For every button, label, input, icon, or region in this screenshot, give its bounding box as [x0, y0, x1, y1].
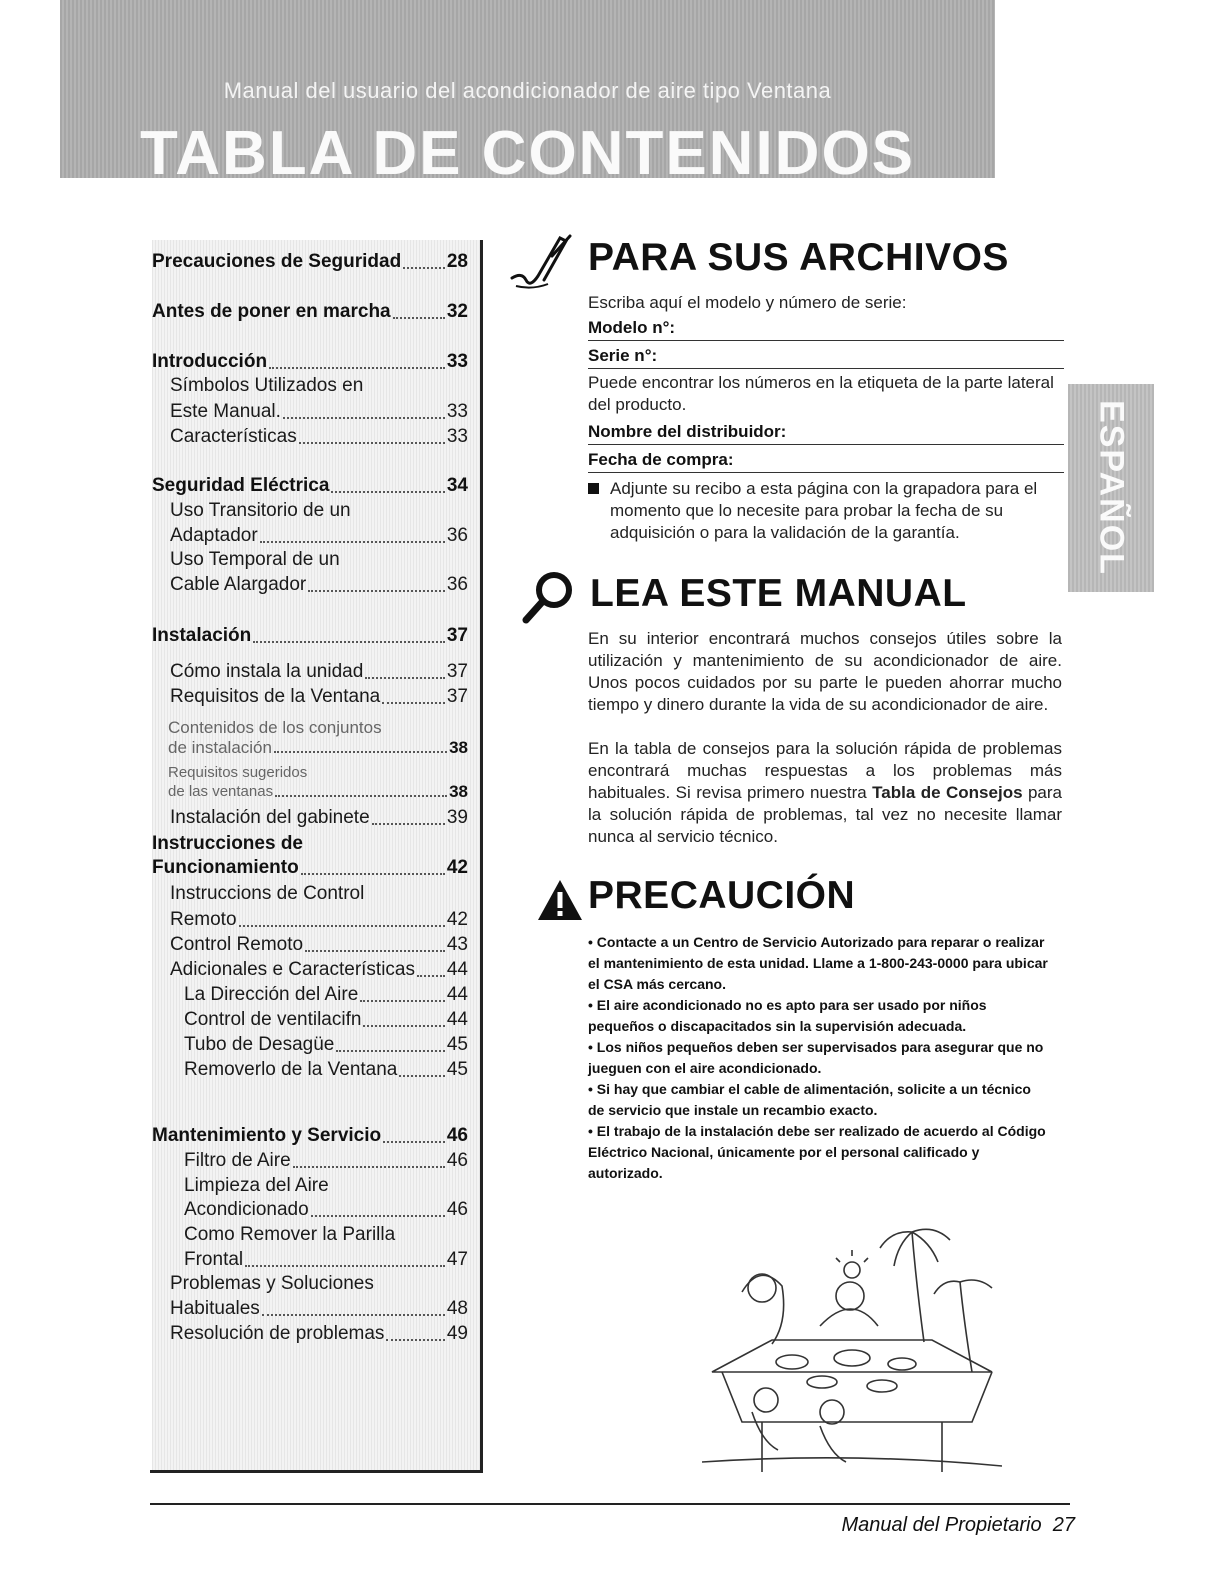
toc-entry[interactable]: Antes de poner en marcha 32 [152, 301, 468, 322]
caution-list [588, 932, 1048, 1184]
records-bullet [588, 478, 1080, 544]
toc-entry[interactable]: Requisitos de la Ventana 37 [170, 686, 468, 707]
toc-entry[interactable]: Tubo de Desagüe 45 [184, 1034, 468, 1055]
toc-entry[interactable]: Características 33 [170, 426, 468, 447]
toc-entry[interactable]: Precauciones de Seguridad 28 [152, 251, 468, 272]
toc-entry[interactable]: Requisitos sugeridos [168, 764, 308, 781]
records-heading: PARA SUS ARCHIVOS [588, 236, 1009, 279]
toc-divider-right [480, 240, 483, 1472]
toc-entry[interactable]: Símbolos Utilizados en [170, 375, 364, 396]
caution-item: • El trabajo de la instalación debe ser realizado de acuerdo al Código Eléctrico Nacional, únicamente por el personal calificado y autorizado. [588, 1123, 1046, 1181]
footer-divider [150, 1503, 1070, 1505]
toc-entry[interactable]: Removerlo de la Ventana 45 [184, 1059, 468, 1080]
read-manual-heading: LEA ESTE MANUAL [590, 572, 967, 615]
toc-divider-bottom [150, 1470, 483, 1473]
header-banner [60, 0, 995, 188]
toc-entry[interactable]: Seguridad Eléctrica 34 [152, 475, 468, 496]
toc-entry[interactable]: Cómo instala la unidad 37 [170, 661, 468, 682]
toc-entry[interactable]: Este Manual. 33 [170, 401, 468, 422]
model-number-label: Modelo n°: [588, 318, 676, 337]
serial-number-field[interactable] [588, 346, 1064, 369]
caution-item: • Los niños pequeños deben ser supervisados para asegurar que no jueguen con el aire acondicionado. [588, 1039, 1044, 1076]
picnic-illustration [702, 1222, 1002, 1484]
toc-entry[interactable]: Problemas y Soluciones [170, 1273, 374, 1294]
caution-heading: PRECAUCIÓN [588, 874, 856, 917]
caution-item: • Si hay que cambiar el cable de alimentación, solicite a un técnico de servicio que instale un recambio exacto. [588, 1081, 1031, 1118]
records-bullet-text: Adjunte su recibo a esta página con la grapadora para el momento que lo necesite para probar la fecha de su adquisición o para la validación de la garantía. [610, 479, 1038, 542]
warning-triangle-icon [536, 878, 584, 922]
records-intro: Escriba aquí el modelo y número de serie: [588, 293, 907, 312]
toc-entry[interactable]: Como Remover la Parilla [184, 1224, 396, 1245]
toc-entry[interactable]: Resolución de problemas 49 [170, 1323, 468, 1344]
toc-entry[interactable]: Habituales 48 [170, 1298, 468, 1319]
language-tab [1068, 384, 1154, 592]
magnifier-icon [520, 568, 578, 626]
toc-entry[interactable]: Cable Alargador 36 [170, 574, 468, 595]
toc-entry[interactable]: Introducción 33 [152, 351, 468, 372]
page-number: 27 [1052, 1514, 1075, 1536]
toc-entry[interactable]: Filtro de Aire 46 [184, 1150, 468, 1171]
toc-entry[interactable]: Adicionales e Características 44 [170, 959, 468, 980]
toc-entry[interactable]: Limpieza del Aire [184, 1175, 329, 1196]
toc-entry[interactable]: Uso Transitorio de un [170, 500, 351, 521]
toc-entry[interactable]: de instalación 38 [168, 738, 468, 757]
toc-entry[interactable]: Frontal 47 [184, 1249, 468, 1270]
toc-entry[interactable]: de las ventanas 38 [168, 782, 468, 801]
model-number-field[interactable] [588, 318, 1064, 341]
toc-entry[interactable]: Instrucciones de [152, 833, 303, 854]
toc-entry[interactable]: Remoto 42 [170, 909, 468, 930]
dealer-name-label: Nombre del distribuidor: [588, 422, 787, 441]
toc-entry[interactable]: Adaptador 36 [170, 525, 468, 546]
toc-entry[interactable]: Funcionamiento 42 [152, 857, 468, 878]
read-manual-para-1: En su interior encontrará muchos consejos útiles sobre la utilización y mantenimiento de su acondicionador de aire. Unos pocos cuidados por su parte le pueden ahorrar mucho tiempo y dinero durante la vida de su acondicionador de aire. [588, 629, 1062, 714]
toc-entry[interactable]: Acondicionado 46 [184, 1199, 468, 1220]
dealer-name-field[interactable] [588, 422, 1064, 445]
pen-signature-icon [508, 232, 580, 294]
footer-manual-title: Manual del Propietario [841, 1514, 1042, 1536]
footer [842, 1514, 1076, 1537]
serial-number-label: Serie n°: [588, 346, 658, 365]
toc-entry[interactable]: Uso Temporal de un [170, 549, 340, 570]
page-title: TABLA DE CONTENIDOS [139, 119, 916, 188]
caution-item: • Contacte a un Centro de Servicio Autorizado para reparar o realizar el mantenimiento de esta unidad. Llame a 1-800-243-0000 para ubicar el CSA más cercano. [588, 934, 1048, 992]
records-note: Puede encontrar los números en la etiqueta de la parte lateral del producto. [588, 373, 1054, 414]
toc-entry[interactable]: Mantenimiento y Servicio 46 [152, 1125, 468, 1146]
toc-entry[interactable]: Control Remoto 43 [170, 934, 468, 955]
toc-entry[interactable]: Instruccions de Control [170, 883, 365, 904]
purchase-date-label: Fecha de compra: [588, 450, 734, 469]
toc-entry[interactable]: Instalación 37 [152, 625, 468, 646]
toc-entry[interactable]: Control de ventilacifn 44 [184, 1009, 468, 1030]
purchase-date-field[interactable] [588, 450, 1064, 473]
toc-entry[interactable]: Instalación del gabinete 39 [170, 807, 468, 828]
bullet-square-icon [588, 483, 599, 494]
read-manual-para-2: En la tabla de consejos para la solución rápida de problemas encontrará muchas respuestas a los problemas más habituales. Si revisa primero nuestra Tabla de Consejos para la solución rápida de problemas, tal vez no necesite llamar nunca al servicio técnico. [588, 739, 1062, 846]
toc-entry[interactable]: La Dirección del Aire 44 [184, 984, 468, 1005]
language-tab-label: ESPAÑOL [1092, 400, 1131, 576]
toc-entry[interactable]: Contenidos de los conjuntos [168, 718, 382, 737]
banner-subtitle: Manual del usuario del acondicionador de aire tipo Ventana [223, 78, 832, 103]
caution-item: • El aire acondicionado no es apto para ser usado por niños pequeños o discapacitados sin la supervisión adecuada. [588, 997, 987, 1034]
